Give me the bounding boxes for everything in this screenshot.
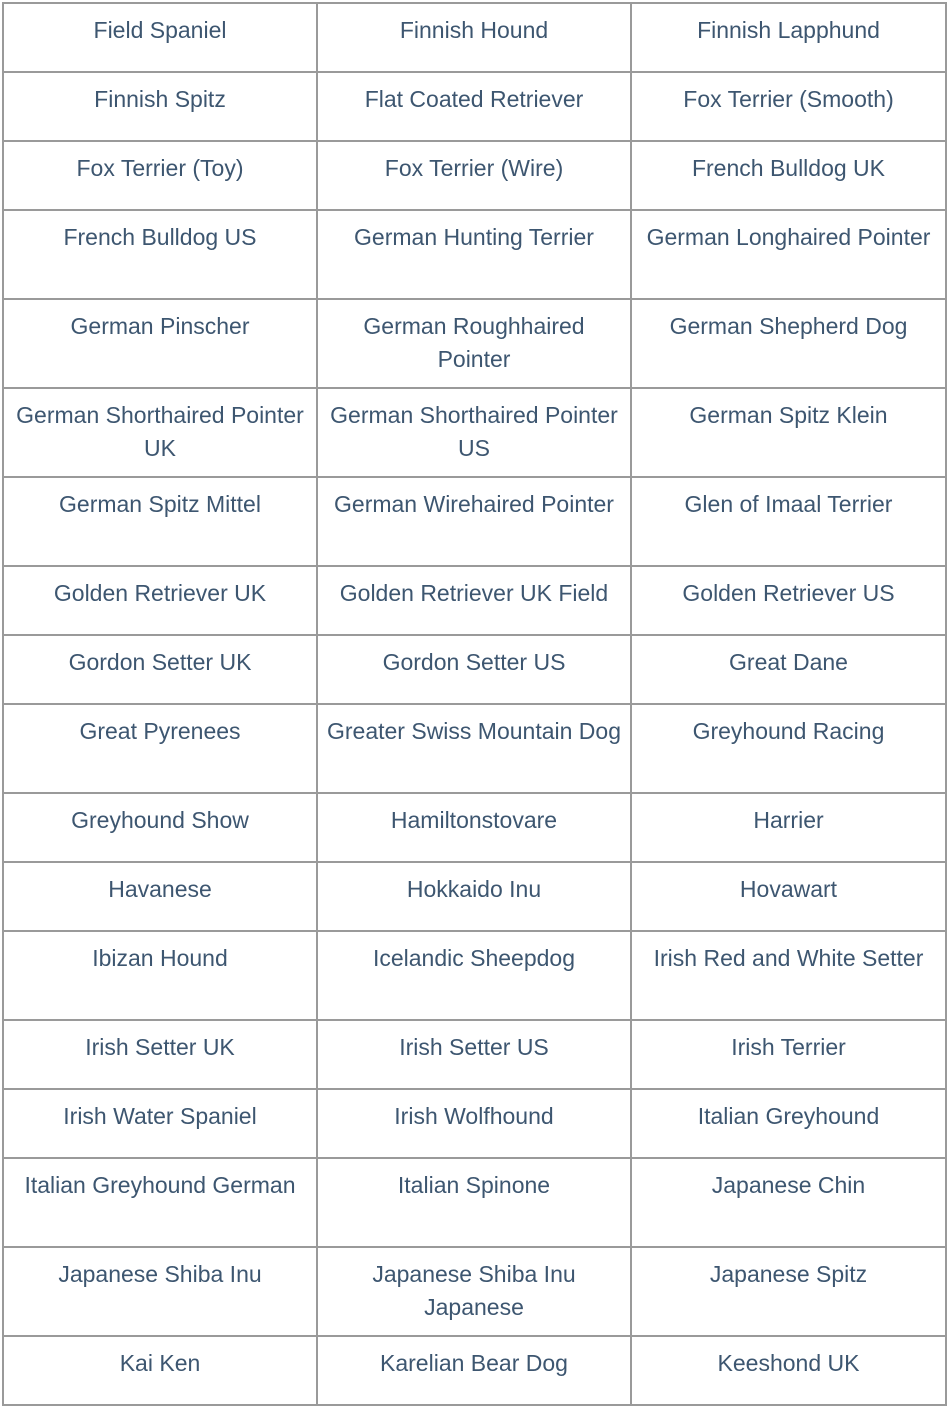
table-row	[3, 388, 946, 477]
table-cell: Irish Terrier	[631, 1020, 946, 1089]
table-cell: Glen of Imaal Terrier	[631, 477, 946, 566]
table-row	[3, 862, 946, 931]
table-cell: Greyhound Show	[3, 793, 317, 862]
table-row	[3, 793, 946, 862]
table-cell: German Pinscher	[3, 299, 317, 388]
table-cell: Ibizan Hound	[3, 931, 317, 1020]
table-cell: Greater Swiss Mountain Dog	[317, 704, 631, 793]
table-row	[3, 210, 946, 299]
breed-table	[2, 2, 947, 1406]
table-cell: German Hunting Terrier	[317, 210, 631, 299]
table-cell: Flat Coated Retriever	[317, 72, 631, 141]
table-row	[3, 1020, 946, 1089]
table-cell: German Spitz Mittel	[3, 477, 317, 566]
table-cell: Field Spaniel	[3, 3, 317, 72]
table-cell: Hokkaido Inu	[317, 862, 631, 931]
table-row	[3, 635, 946, 704]
table-cell: Irish Water Spaniel	[3, 1089, 317, 1158]
table-row	[3, 1089, 946, 1158]
table-cell: French Bulldog UK	[631, 141, 946, 210]
table-row	[3, 72, 946, 141]
table-cell: Icelandic Sheepdog	[317, 931, 631, 1020]
table-cell: Karelian Bear Dog	[317, 1336, 631, 1405]
table-row	[3, 1247, 946, 1336]
table-cell: Harrier	[631, 793, 946, 862]
table-row	[3, 1336, 946, 1405]
table-cell: Gordon Setter US	[317, 635, 631, 704]
table-cell: Hamiltonstovare	[317, 793, 631, 862]
table-cell: Irish Setter UK	[3, 1020, 317, 1089]
table-cell: Finnish Spitz	[3, 72, 317, 141]
table-cell: Italian Greyhound German	[3, 1158, 317, 1247]
table-cell: German Longhaired Pointer	[631, 210, 946, 299]
table-cell: Hovawart	[631, 862, 946, 931]
table-cell: German Wirehaired Pointer	[317, 477, 631, 566]
table-row	[3, 141, 946, 210]
table-cell: Italian Greyhound	[631, 1089, 946, 1158]
table-row	[3, 3, 946, 72]
table-row	[3, 1158, 946, 1247]
table-cell: Fox Terrier (Smooth)	[631, 72, 946, 141]
table-cell: German Spitz Klein	[631, 388, 946, 477]
table-cell: Golden Retriever US	[631, 566, 946, 635]
table-cell: German Shepherd Dog	[631, 299, 946, 388]
table-cell: Fox Terrier (Toy)	[3, 141, 317, 210]
table-row	[3, 704, 946, 793]
table-cell: Italian Spinone	[317, 1158, 631, 1247]
table-cell: German Shorthaired Pointer US	[317, 388, 631, 477]
table-row	[3, 299, 946, 388]
table-cell: Japanese Shiba Inu	[3, 1247, 317, 1336]
table-row	[3, 931, 946, 1020]
table-cell: Japanese Chin	[631, 1158, 946, 1247]
table-cell: Greyhound Racing	[631, 704, 946, 793]
table-cell: German Shorthaired Pointer UK	[3, 388, 317, 477]
table-cell: Irish Setter US	[317, 1020, 631, 1089]
table-row	[3, 566, 946, 635]
table-cell: Finnish Lapphund	[631, 3, 946, 72]
table-cell: French Bulldog US	[3, 210, 317, 299]
table-cell: Fox Terrier (Wire)	[317, 141, 631, 210]
table-cell: Keeshond UK	[631, 1336, 946, 1405]
table-cell: Irish Red and White Setter	[631, 931, 946, 1020]
table-cell: Golden Retriever UK	[3, 566, 317, 635]
table-row	[3, 477, 946, 566]
table-cell: Irish Wolfhound	[317, 1089, 631, 1158]
table-cell: German Roughhaired Pointer	[317, 299, 631, 388]
table-cell: Havanese	[3, 862, 317, 931]
table-cell: Golden Retriever UK Field	[317, 566, 631, 635]
table-cell: Kai Ken	[3, 1336, 317, 1405]
table-cell: Japanese Shiba Inu Japanese	[317, 1247, 631, 1336]
table-cell: Great Dane	[631, 635, 946, 704]
table-cell: Gordon Setter UK	[3, 635, 317, 704]
table-cell: Great Pyrenees	[3, 704, 317, 793]
table-cell: Finnish Hound	[317, 3, 631, 72]
table-cell: Japanese Spitz	[631, 1247, 946, 1336]
